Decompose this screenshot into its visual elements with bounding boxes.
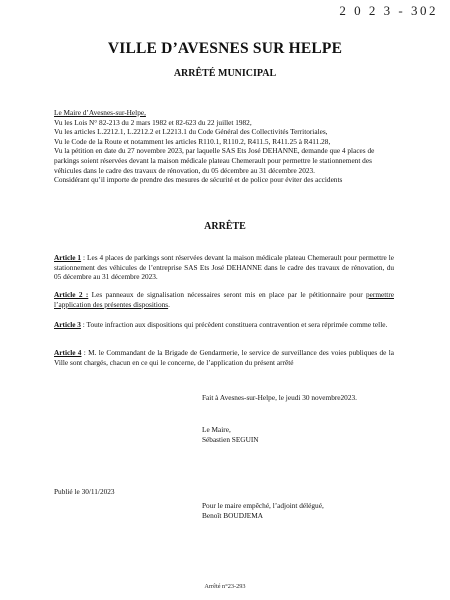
document-reference-number: 2 0 2 3 - 302 [339, 3, 438, 18]
signature-block [202, 425, 259, 444]
considerant-line: Le Maire d’Avesnes-sur-Helpe, [54, 108, 146, 117]
publication-date: Publié le 30/11/2023 [54, 487, 115, 496]
document-subtitle: ARRÊTÉ MUNICIPAL [173, 68, 277, 79]
arrete-heading: ARRÊTE [204, 221, 246, 232]
article-text-underlined: permettre l’application des présentes dispositions [54, 290, 394, 309]
article-text: : Les 4 places de parkings sont réservées devant la maison médicale plateau Chemerault pour permettre le stationnement des véhicules de l’entreprise SAS Ets José DEHANNE dans le cadre des travaux de rénovation, du 05 décembre au 31 décembre 2023. [54, 253, 395, 282]
article-text: Les panneaux de signalisation nécessaires seront mis en place par le pétitionnaire pour [88, 290, 367, 299]
signatory-name: Sébastien SEGUIN [202, 434, 259, 444]
considerants-block [54, 108, 394, 185]
article-4 [54, 348, 394, 367]
article-label: Article 4 [54, 348, 82, 357]
considerant-line: Vu les articles L.2212.1, L.2212.2 et L2213.1 du Code Général des Collectivités Territoriales, [54, 127, 328, 137]
article-3 [54, 320, 394, 330]
delegate-signature-block [202, 501, 324, 520]
signatory-role: Le Maire, [202, 425, 231, 434]
article-1 [54, 253, 394, 282]
article-2 [54, 290, 394, 309]
considerant-line: Vu la pétition en date du 27 novembre 2023, par laquelle SAS Ets José DEHANNE, demande que 4 places de parkings soient réservées devant la maison médicale plateau Chemerault pour permettre le stationnement des véhicules dans le cadre des travaux de rénovation, du 05 décembre au 31 décembre 2023. [54, 146, 375, 175]
delegate-role: Pour le maire empêché, l’adjoint délégué, [202, 501, 324, 510]
document-title: VILLE D’AVESNES SUR HELPE [107, 40, 343, 57]
article-label: Article 1 [54, 253, 82, 262]
article-label: Article 2 : [54, 290, 89, 299]
article-text: : M. le Commandant de la Brigade de Gendarmerie, le service de surveillance des voies publiques de la Ville sont chargés, chacun en ce qui le concerne, de l’application du présent arrêté [54, 348, 394, 367]
footer-arrete-number: Arrêté n°23-293 [204, 583, 246, 590]
fait-line: Fait à Avesnes-sur-Helpe, le jeudi 30 novembre2023. [202, 393, 357, 402]
delegate-name: Benoît BOUDJEMA [202, 510, 264, 520]
considerant-line: Considérant qu’il importe de prendre des mesures de sécurité et de police pour éviter des accidents [54, 175, 343, 185]
considerant-line: Vu les Lois N° 82-213 du 2 mars 1982 et 82-623 du 22 juillet 1982, [54, 117, 252, 127]
considerant-line: Vu le Code de la Route et notamment les articles R110.1, R110.2, R411.5, R411.25 à R411.28, [54, 136, 331, 146]
article-label: Article 3 [54, 320, 81, 329]
article-text-tail: . [168, 299, 170, 309]
article-text: : Toute infraction aux dispositions qui précèdent constituera contravention et sera réprimée comme telle. [80, 320, 388, 329]
